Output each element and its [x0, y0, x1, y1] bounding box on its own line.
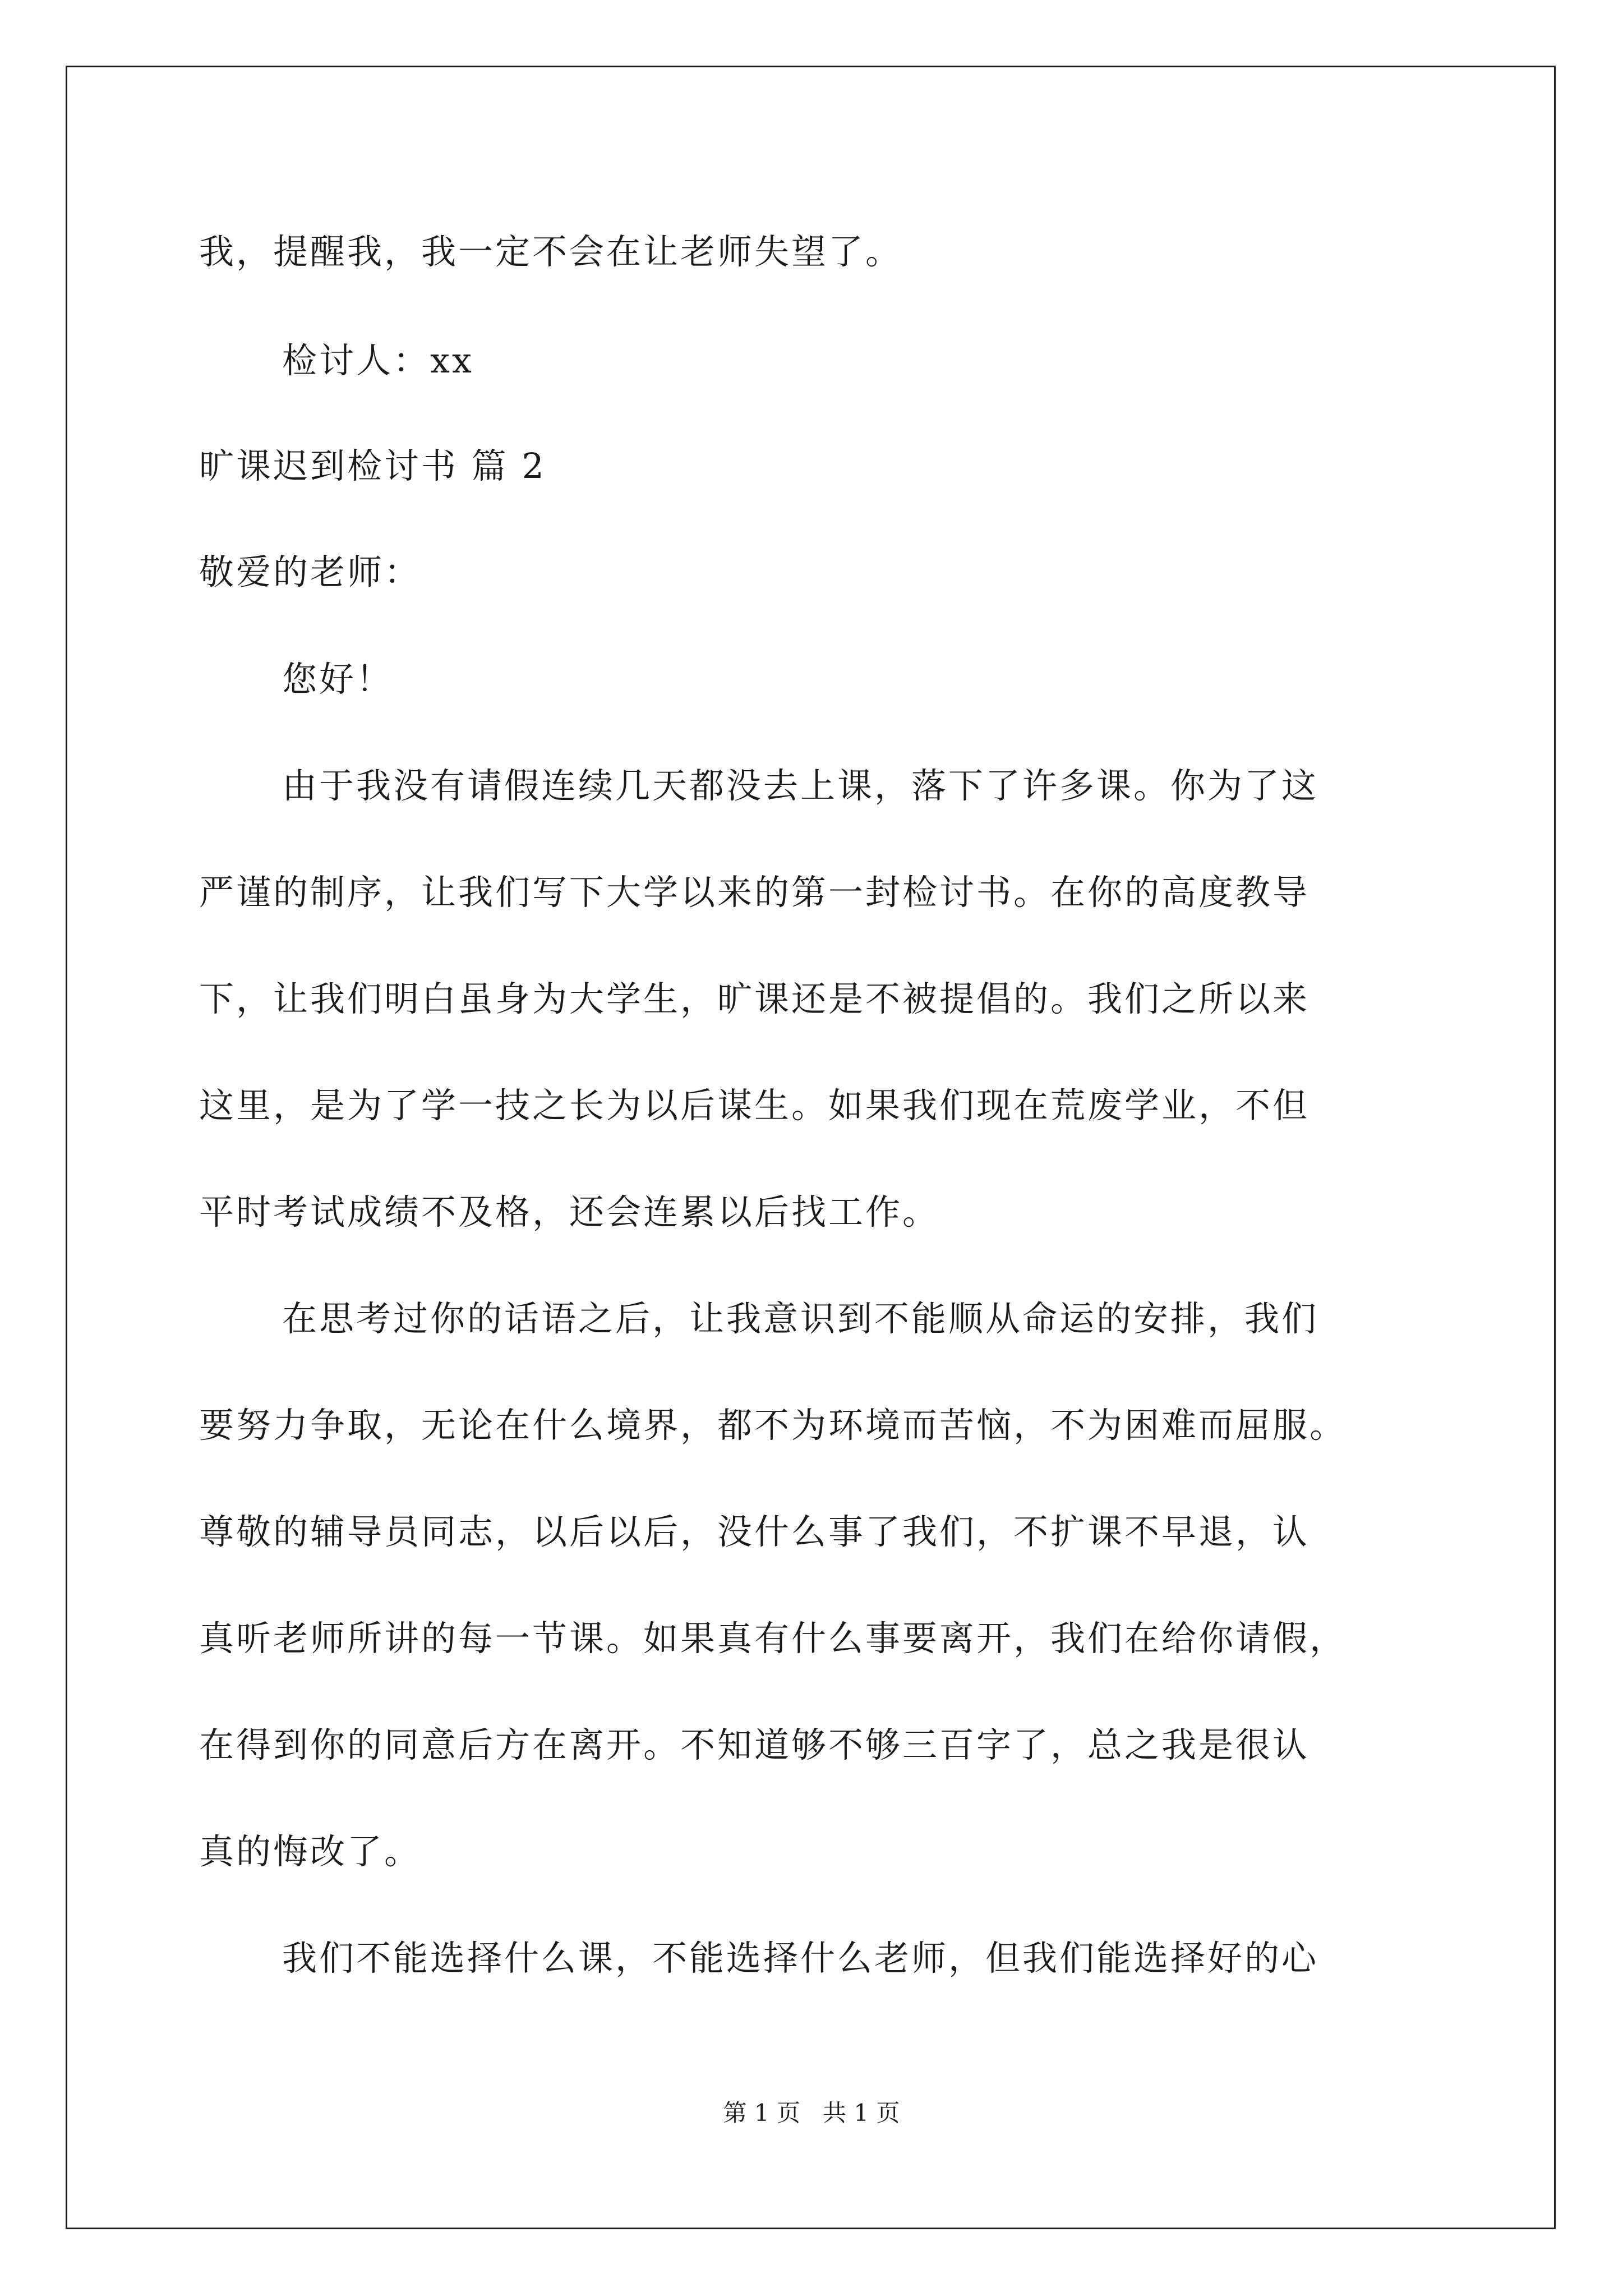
- text-line: 严谨的制序，让我们写下大学以来的第一封检讨书。在你的高度教导: [199, 872, 1310, 913]
- page-border: [66, 66, 1556, 2229]
- text-line: 由于我没有请假连续几天都没去上课，落下了许多课。你为了这: [282, 765, 1319, 806]
- text-line: 在思考过你的话语之后，让我意识到不能顺从命运的安排，我们: [282, 1298, 1319, 1339]
- section-heading: 旷课迟到检讨书 篇 2: [199, 445, 546, 486]
- text-line: 真听老师所讲的每一节课。如果真有什么事要离开，我们在给你请假，: [199, 1618, 1347, 1659]
- text-line: 尊敬的辅导员同志，以后以后，没什么事了我们，不扩课不早退，认: [199, 1511, 1310, 1552]
- page-number-footer: 第 1 页 共 1 页: [723, 2099, 900, 2127]
- signature-line: 检讨人：xx: [282, 340, 474, 381]
- text-line: 我们不能选择什么课，不能选择什么老师，但我们能选择好的心: [282, 1938, 1319, 1978]
- text-line: 我，提醒我，我一定不会在让老师失望了。: [199, 231, 903, 272]
- text-line: 下，让我们明白虽身为大学生，旷课还是不被提倡的。我们之所以来: [199, 978, 1310, 1019]
- text-line: 要努力争取，无论在什么境界，都不为环境而苦恼，不为困难而屈服。: [199, 1405, 1347, 1446]
- salutation: 敬爱的老师：: [199, 551, 422, 592]
- text-line: 平时考试成绩不及格，还会连累以后找工作。: [199, 1191, 940, 1232]
- text-line: 这里，是为了学一技之长为以后谋生。如果我们现在荒废学业，不但: [199, 1085, 1310, 1126]
- text-line: 真的悔改了。: [199, 1831, 422, 1872]
- greeting: 您好！: [282, 659, 394, 700]
- text-line: 在得到你的同意后方在离开。不知道够不够三百字了，总之我是很认: [199, 1724, 1310, 1765]
